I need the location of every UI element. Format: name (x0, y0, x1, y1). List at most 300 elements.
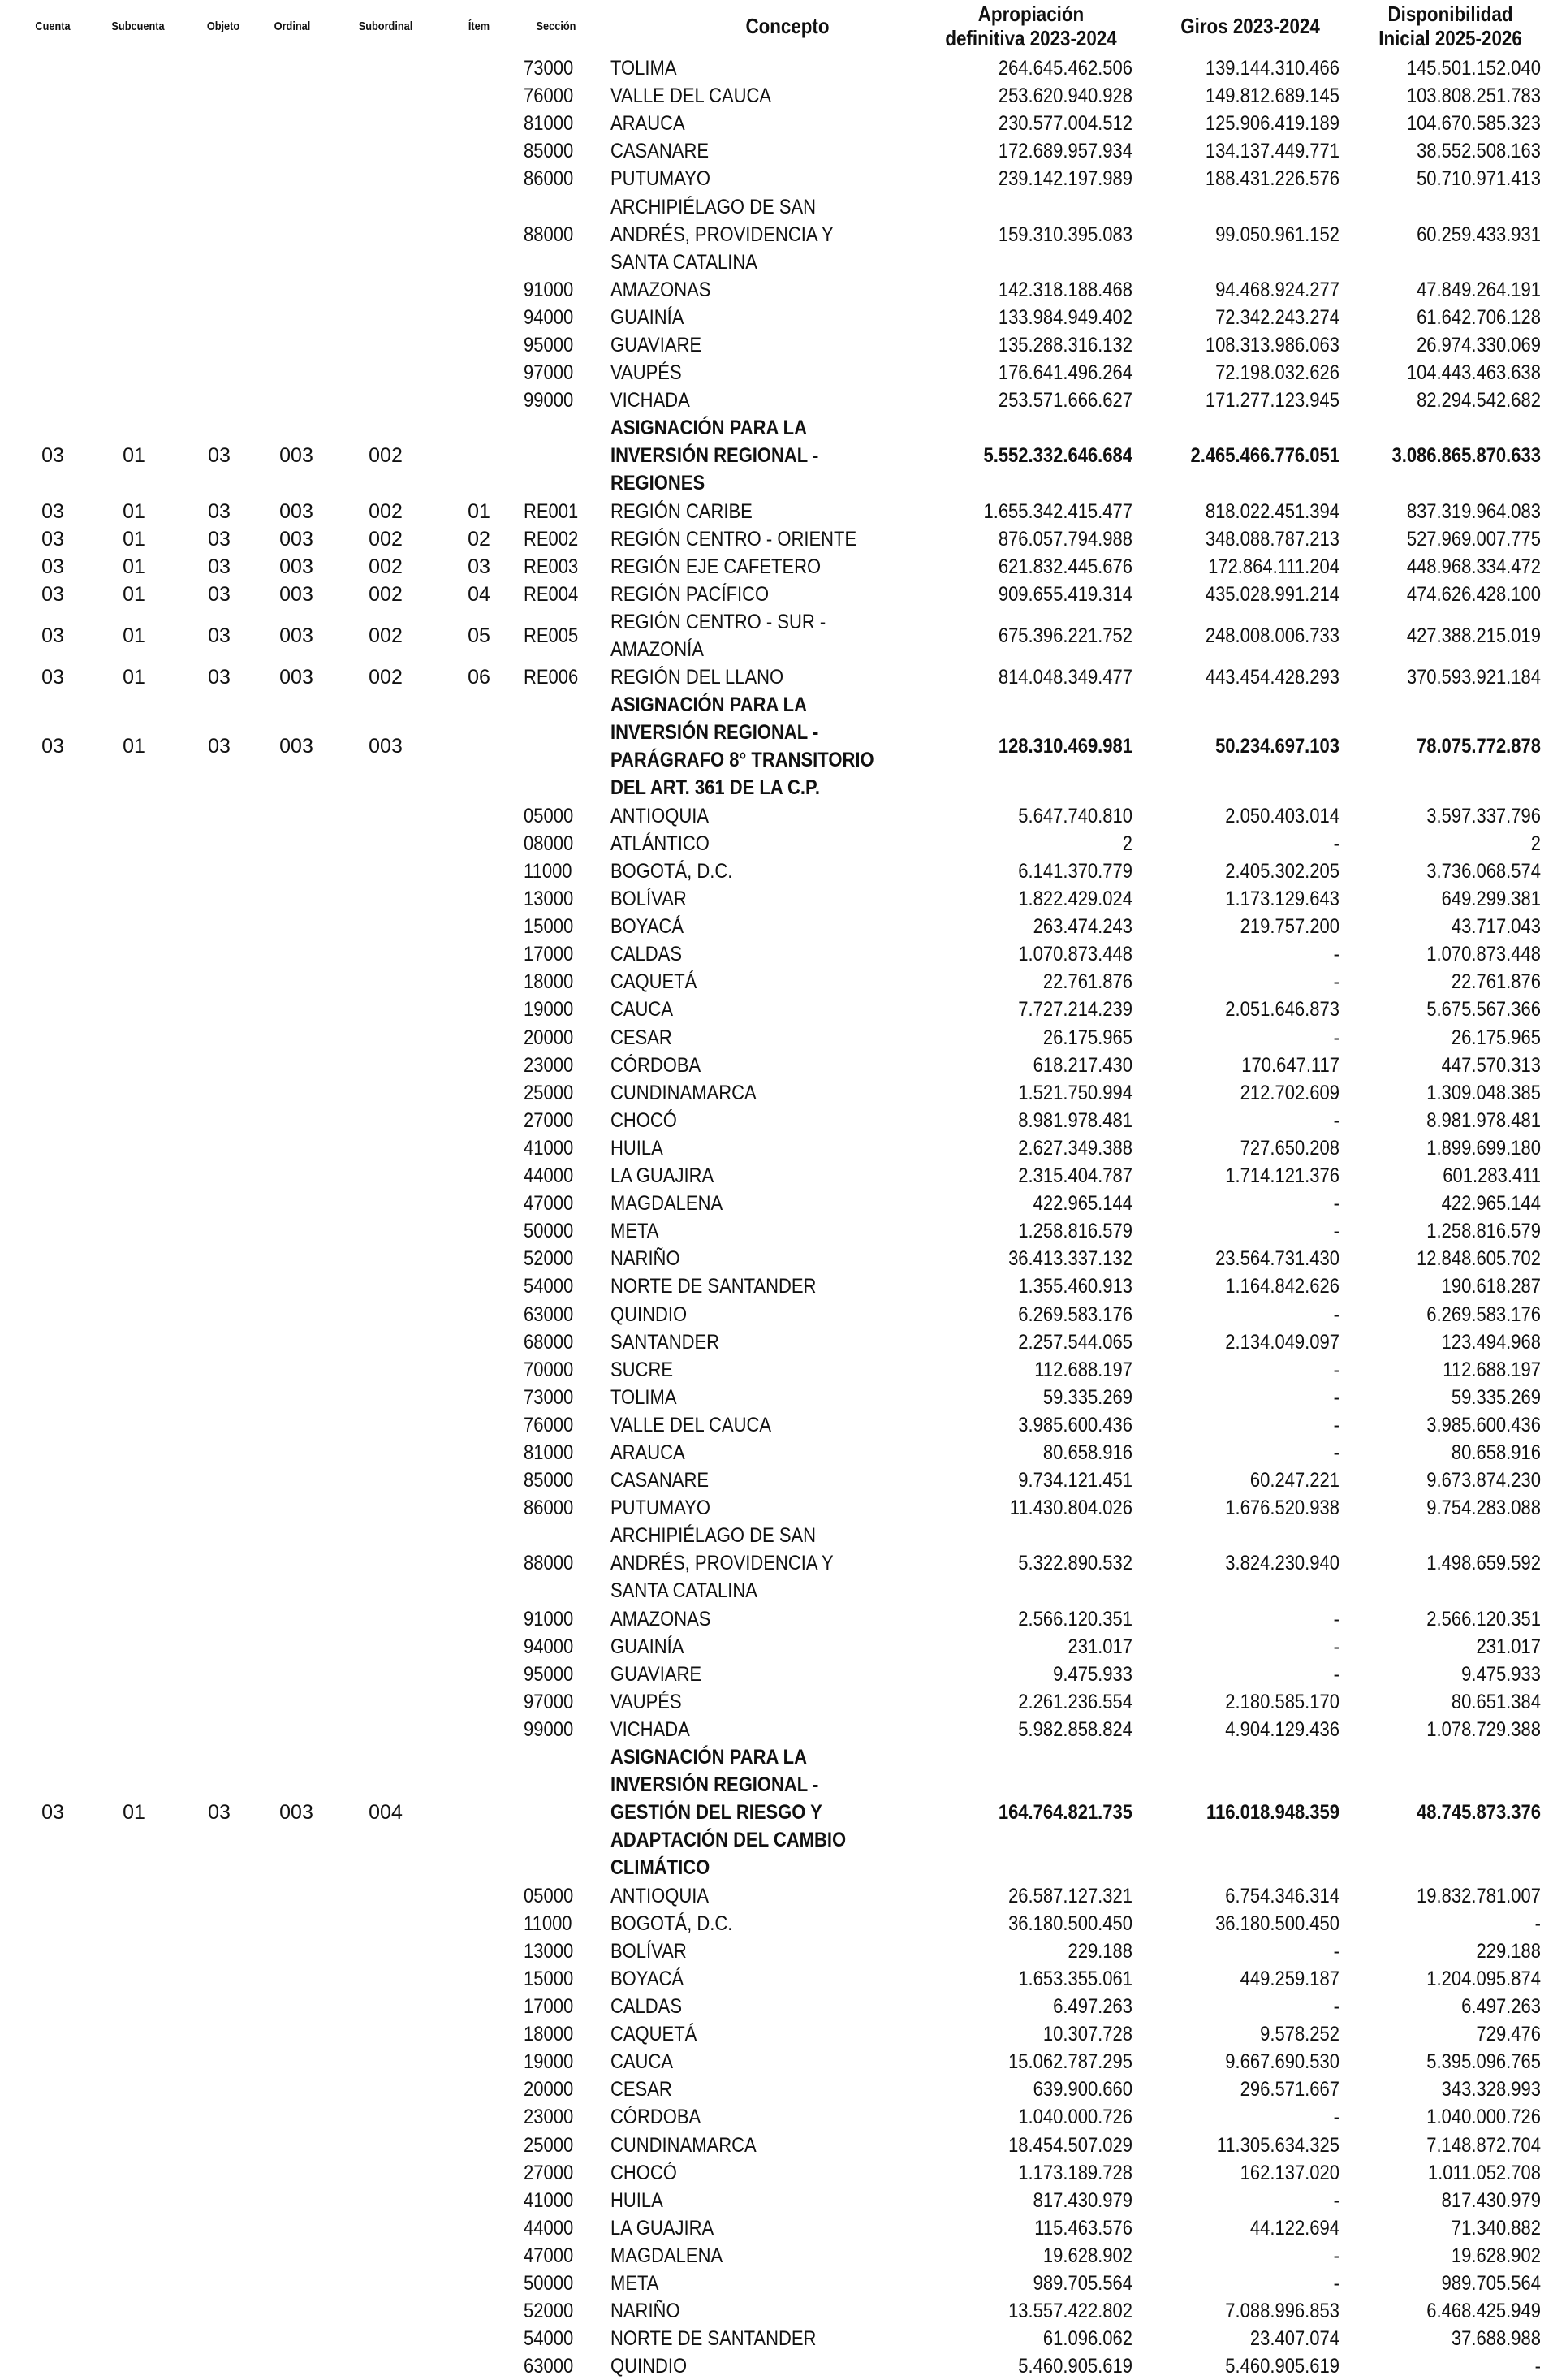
cell-giros: - (1333, 1302, 1339, 1326)
cell-concepto (610, 110, 935, 137)
concepto-line: INVERSIÓN REGIONAL - (610, 721, 819, 745)
table-row (0, 2103, 1553, 2131)
cell-concepto (610, 1411, 935, 1439)
cell-concepto (610, 2132, 935, 2159)
concepto-line: ASIGNACIÓN PARA LA (610, 417, 807, 440)
cell-sec: 25000 (524, 2133, 574, 2157)
cell-disp: 527.969.007.775 (1406, 527, 1541, 551)
cell-cuenta: 03 (41, 735, 64, 758)
table-row (0, 359, 1553, 387)
cell-objeto: 03 (208, 624, 231, 648)
cell-apr: 231.017 (1068, 1635, 1132, 1658)
header-giros: Giros 2023-2024 (1180, 14, 1320, 39)
cell-sec: 18000 (524, 970, 574, 994)
concepto-line: TOLIMA (610, 57, 677, 80)
cell-giros: 149.812.689.145 (1205, 84, 1339, 108)
cell-concepto (610, 54, 935, 82)
cell-disp: 12.848.605.702 (1417, 1247, 1541, 1271)
cell-disp: 1.309.048.385 (1426, 1081, 1541, 1104)
cell-giros: 435.028.991.214 (1205, 582, 1339, 606)
concepto-line: PUTUMAYO (610, 167, 711, 191)
cell-concepto (610, 1605, 935, 1633)
cell-concepto (610, 802, 935, 830)
table-row (0, 137, 1553, 165)
cell-sec: 17000 (524, 943, 574, 966)
cell-disp: 447.570.313 (1441, 1053, 1541, 1077)
cell-apr: 909.655.419.314 (998, 582, 1132, 606)
cell-concepto (610, 2187, 935, 2214)
cell-disp: 82.294.542.682 (1417, 389, 1541, 413)
cell-apr: 1.070.873.448 (1018, 943, 1132, 966)
cell-disp: 989.705.564 (1441, 2272, 1541, 2295)
cell-sec: 05000 (524, 804, 574, 827)
concepto-line: CASANARE (610, 1469, 710, 1492)
cell-disp: 19.628.902 (1451, 2244, 1541, 2267)
cell-giros: 11.305.634.325 (1216, 2133, 1339, 2157)
cell-concepto (610, 1217, 935, 1245)
table-row (0, 802, 1553, 830)
cell-ordinal: 003 (279, 444, 313, 468)
cell-cuenta: 03 (41, 624, 64, 648)
cell-concepto (610, 1301, 935, 1328)
cell-giros: 188.431.226.576 (1205, 167, 1339, 191)
cell-giros: 36.180.500.450 (1215, 1911, 1339, 1935)
cell-objeto: 03 (208, 735, 231, 758)
cell-concepto (610, 1466, 935, 1494)
table-row (0, 1107, 1553, 1134)
cell-sec: 17000 (524, 1995, 574, 2018)
cell-sec: 23000 (524, 1053, 574, 1077)
header-cuenta: Cuenta (35, 19, 71, 34)
cell-sec: 27000 (524, 1108, 574, 1132)
cell-disp: 9.673.874.230 (1426, 1469, 1541, 1492)
cell-sec: RE002 (524, 527, 579, 551)
cell-concepto (610, 1522, 935, 1605)
cell-giros: - (1333, 1939, 1339, 1963)
cell-sec: RE006 (524, 666, 579, 689)
cell-apr: 133.984.949.402 (998, 305, 1132, 329)
cell-apr: 814.048.349.477 (998, 666, 1132, 689)
concepto-line: SANTA CATALINA (610, 1579, 757, 1603)
cell-sec: 15000 (524, 915, 574, 939)
cell-concepto (610, 1162, 935, 1190)
header-apropiacion (940, 0, 1122, 54)
cell-disp: 104.443.463.638 (1406, 361, 1541, 385)
cell-apr: 675.396.221.752 (998, 624, 1132, 648)
concepto-line: CÓRDOBA (610, 1053, 701, 1077)
cell-concepto (610, 1633, 935, 1661)
cell-disp: 104.670.585.323 (1406, 112, 1541, 136)
cell-apr: 18.454.507.029 (1008, 2133, 1132, 2157)
header-subordinal: Subordinal (358, 19, 413, 34)
concepto-line: CÓRDOBA (610, 2106, 701, 2129)
cell-concepto (610, 1079, 935, 1107)
cell-concepto (610, 2075, 935, 2103)
cell-apr: 2 (1122, 831, 1132, 855)
cell-giros: 108.313.986.063 (1205, 334, 1339, 356)
table-row (0, 1024, 1553, 1052)
table-row (0, 1466, 1553, 1494)
table-row (0, 2020, 1553, 2048)
cell-subcuenta: 01 (123, 1801, 145, 1825)
cell-subcuenta: 01 (123, 735, 145, 758)
cell-sec: 63000 (524, 2355, 574, 2378)
table-row (0, 1716, 1553, 1743)
cell-apr: 263.474.243 (1033, 915, 1132, 939)
cell-concepto (610, 2103, 935, 2131)
cell-apr: 5.322.890.532 (1018, 1552, 1132, 1575)
header-apropiacion-line1: Apropiación (977, 2, 1085, 27)
cell-disp: 26.974.330.069 (1417, 334, 1541, 356)
cell-giros: 2.050.403.014 (1225, 804, 1339, 827)
cell-objeto: 03 (208, 555, 231, 578)
cell-apr: 164.764.821.735 (998, 1801, 1132, 1825)
cell-apr: 230.577.004.512 (998, 112, 1132, 136)
cell-apr: 11.430.804.026 (1009, 1497, 1132, 1520)
cell-subordinal: 002 (369, 582, 403, 606)
cell-concepto (610, 2048, 935, 2075)
cell-objeto: 03 (208, 499, 231, 523)
cell-sec: 23000 (524, 2106, 574, 2129)
cell-sec: 81000 (524, 1441, 574, 1464)
cell-sec: 86000 (524, 1497, 574, 1520)
concepto-line: LA GUAJIRA (610, 2216, 714, 2240)
concepto-line: ANDRÉS, PROVIDENCIA Y (610, 222, 834, 246)
cell-disp: 38.552.508.163 (1417, 140, 1541, 163)
cell-sec: 41000 (524, 2188, 574, 2212)
cell-apr: 1.655.342.415.477 (983, 499, 1132, 523)
cell-apr: 1.258.816.579 (1018, 1220, 1132, 1243)
cell-sec: RE005 (524, 624, 579, 648)
concepto-line: QUINDIO (610, 1302, 688, 1326)
cell-sec: 44000 (524, 1164, 574, 1187)
cell-item: 04 (468, 582, 490, 606)
cell-subcuenta: 01 (123, 666, 145, 689)
cell-cuenta: 03 (41, 555, 64, 578)
cell-sec: 52000 (524, 2300, 574, 2323)
concepto-line: VAUPÉS (610, 361, 682, 385)
cell-disp: 37.688.988 (1451, 2327, 1541, 2351)
cell-disp: 60.259.433.931 (1417, 222, 1541, 246)
cell-giros: - (1333, 970, 1339, 994)
table-row (0, 2214, 1553, 2242)
cell-sec: 19000 (524, 2050, 574, 2074)
table-row (0, 387, 1553, 414)
cell-giros: 162.137.020 (1240, 2161, 1339, 2184)
cell-giros: 72.198.032.626 (1215, 361, 1339, 385)
table-row (0, 2297, 1553, 2325)
cell-apr: 5.552.332.646.684 (983, 444, 1132, 468)
cell-apr: 61.096.062 (1042, 2327, 1132, 2351)
cell-apr: 26.587.127.321 (1008, 1884, 1132, 1907)
cell-disp: 7.148.872.704 (1426, 2133, 1541, 2157)
cell-concepto (610, 304, 935, 331)
cell-disp: 837.319.964.083 (1406, 499, 1541, 523)
cell-disp: 6.468.425.949 (1426, 2300, 1541, 2323)
cell-disp: 1.040.000.726 (1426, 2106, 1541, 2129)
cell-sec: 97000 (524, 1690, 574, 1713)
cell-item: 02 (468, 527, 490, 551)
cell-sec: 05000 (524, 1884, 574, 1907)
cell-disp: 61.642.706.128 (1417, 305, 1541, 329)
cell-giros: 50.234.697.103 (1215, 735, 1339, 758)
cell-sec: 11000 (524, 1911, 572, 1935)
concepto-line: BOLÍVAR (610, 888, 687, 910)
cell-giros: 23.407.074 (1249, 2327, 1339, 2351)
concepto-line: VALLE DEL CAUCA (610, 1413, 772, 1436)
cell-apr: 1.822.429.024 (1018, 888, 1132, 910)
cell-disp: 427.388.215.019 (1406, 624, 1541, 648)
cell-sec: RE001 (524, 499, 579, 523)
cell-giros: - (1333, 943, 1339, 966)
cell-giros: 171.277.123.945 (1205, 389, 1339, 413)
concepto-line: NORTE DE SANTANDER (610, 2327, 817, 2351)
cell-cuenta: 03 (41, 582, 64, 606)
cell-disp: 231.017 (1476, 1635, 1541, 1658)
cell-sec: 88000 (524, 1552, 574, 1575)
cell-subcuenta: 01 (123, 499, 145, 523)
cell-disp: 729.476 (1476, 2023, 1541, 2046)
concepto-line: AMAZONÍA (610, 638, 704, 661)
cell-concepto (610, 940, 935, 968)
concepto-line: SANTANDER (610, 1330, 720, 1354)
cell-sec: 95000 (524, 1662, 574, 1686)
cell-concepto (610, 2020, 935, 2048)
table-row (0, 968, 1553, 996)
cell-giros: 4.904.129.436 (1225, 1718, 1339, 1741)
cell-concepto (610, 1743, 935, 1881)
cell-sec: 68000 (524, 1330, 574, 1354)
cell-concepto (610, 359, 935, 387)
table-row (0, 830, 1553, 857)
cell-giros: 6.754.346.314 (1225, 1884, 1339, 1907)
cell-giros: 3.824.230.940 (1225, 1552, 1339, 1575)
cell-sec: RE004 (524, 582, 579, 606)
cell-sec: 18000 (524, 2023, 574, 2046)
cell-concepto (610, 1052, 935, 1079)
cell-disp: 370.593.921.184 (1406, 666, 1541, 689)
concepto-line: CUNDINAMARCA (610, 1081, 757, 1104)
cell-disp: 80.651.384 (1451, 1690, 1541, 1713)
cell-disp: 50.710.971.413 (1417, 167, 1541, 191)
cell-apr: 253.620.940.928 (998, 84, 1132, 108)
table-row (0, 304, 1553, 331)
cell-item: 03 (468, 555, 490, 578)
cell-apr: 172.689.957.934 (998, 140, 1132, 163)
cell-giros: 2.180.585.170 (1225, 1690, 1339, 1713)
table-row (0, 1411, 1553, 1439)
table-row (0, 2242, 1553, 2270)
table-row (0, 1052, 1553, 1079)
table-row (0, 1882, 1553, 1910)
cell-sec: 97000 (524, 361, 574, 385)
concepto-line: AMAZONAS (610, 278, 711, 301)
cell-concepto (610, 2242, 935, 2270)
cell-sec: 13000 (524, 1939, 574, 1963)
cell-concepto (610, 885, 935, 913)
cell-subordinal: 002 (369, 666, 403, 689)
table-row (0, 54, 1553, 82)
cell-apr: 9.734.121.451 (1018, 1469, 1132, 1492)
cell-concepto (610, 2270, 935, 2297)
table-row (0, 1079, 1553, 1107)
cell-concepto (610, 498, 935, 525)
table-row (0, 1328, 1553, 1356)
cell-disp: 3.985.600.436 (1426, 1413, 1541, 1436)
cell-apr: 8.981.978.481 (1018, 1108, 1132, 1132)
cell-sec: 47000 (524, 2244, 574, 2267)
cell-disp: 26.175.965 (1451, 1026, 1541, 1049)
cell-apr: 2.261.236.554 (1018, 1690, 1132, 1713)
cell-apr: 142.318.188.468 (998, 278, 1132, 301)
cell-concepto (610, 2297, 935, 2325)
concepto-line: REGIONES (610, 472, 705, 495)
cell-sec: 54000 (524, 2327, 574, 2351)
concepto-line: CHOCÓ (610, 1108, 677, 1132)
cell-disp: 71.340.882 (1451, 2216, 1541, 2240)
cell-disp: 145.501.152.040 (1406, 57, 1541, 80)
concepto-line: CUNDINAMARCA (610, 2133, 757, 2157)
cell-giros: - (1333, 1413, 1339, 1436)
cell-giros: 818.022.451.394 (1205, 499, 1339, 523)
header-concepto: Concepto (745, 14, 830, 39)
concepto-line: ATLÁNTICO (610, 831, 710, 855)
concepto-line: HUILA (610, 2188, 663, 2212)
cell-giros: 116.018.948.359 (1206, 1801, 1339, 1825)
table-row (0, 996, 1553, 1023)
cell-apr: 618.217.430 (1033, 1053, 1132, 1077)
cell-disp: 422.965.144 (1441, 1192, 1541, 1216)
cell-concepto (610, 1384, 935, 1411)
cell-giros: 7.088.996.853 (1225, 2300, 1339, 2323)
cell-disp: 817.430.979 (1441, 2188, 1541, 2212)
cell-sec: 41000 (524, 1136, 574, 1160)
table-row (0, 553, 1553, 581)
concepto-line: SUCRE (610, 1358, 674, 1381)
cell-apr: 135.288.316.132 (998, 334, 1132, 356)
cell-sec: 94000 (524, 305, 574, 329)
cell-concepto (610, 1965, 935, 1993)
cell-item: 01 (468, 499, 490, 523)
table-row (0, 525, 1553, 553)
table-row (0, 1688, 1553, 1716)
cell-sec: 70000 (524, 1358, 574, 1381)
table-row (0, 1439, 1553, 1466)
cell-sec: 99000 (524, 389, 574, 413)
cell-apr: 2.315.404.787 (1018, 1164, 1132, 1187)
cell-disp: 9.754.283.088 (1426, 1497, 1541, 1520)
cell-sec: 13000 (524, 888, 574, 910)
cell-disp: 9.475.933 (1461, 1662, 1541, 1686)
cell-apr: 112.688.197 (1034, 1358, 1132, 1381)
cell-giros: 9.578.252 (1260, 2023, 1339, 2046)
table-row (0, 885, 1553, 913)
cell-disp: 1.204.095.874 (1426, 1967, 1541, 1990)
cell-concepto (610, 414, 935, 497)
cell-apr: 2.257.544.065 (1018, 1330, 1132, 1354)
cell-subordinal: 002 (369, 527, 403, 551)
cell-disp: 112.688.197 (1443, 1358, 1541, 1381)
table-row (0, 498, 1553, 525)
cell-giros: 2.051.646.873 (1225, 998, 1339, 1022)
cell-apr: 6.497.263 (1053, 1995, 1132, 2018)
concepto-line: CESAR (610, 2078, 672, 2101)
cell-item: 06 (468, 666, 490, 689)
cell-giros: 219.757.200 (1240, 915, 1339, 939)
table-row (0, 1661, 1553, 1688)
cell-concepto (610, 165, 935, 192)
cell-sec: 95000 (524, 334, 574, 356)
cell-concepto (610, 2159, 935, 2187)
cell-sec: 81000 (524, 112, 574, 136)
cell-sec: 15000 (524, 1967, 574, 1990)
cell-giros: 443.454.428.293 (1205, 666, 1339, 689)
concepto-line: CLIMÁTICO (610, 1856, 710, 1880)
cell-sec: 19000 (524, 998, 574, 1022)
table-row (0, 857, 1553, 885)
cell-sec: 08000 (524, 831, 574, 855)
table-row (0, 2048, 1553, 2075)
cell-concepto (610, 1937, 935, 1965)
cell-giros: 94.468.924.277 (1215, 278, 1339, 301)
table-row (0, 2075, 1553, 2103)
cell-giros: 212.702.609 (1240, 1081, 1339, 1104)
concepto-line: AMAZONAS (610, 1607, 711, 1631)
cell-giros: - (1333, 1358, 1339, 1381)
cell-objeto: 03 (208, 1801, 231, 1825)
cell-sec: 85000 (524, 1469, 574, 1492)
cell-ordinal: 003 (279, 1801, 313, 1825)
cell-sec: 94000 (524, 1635, 574, 1658)
header-apropiacion-line2: definitiva 2023-2024 (945, 26, 1117, 50)
cell-concepto (610, 553, 935, 581)
concepto-line: GUAINÍA (610, 1635, 684, 1658)
cell-sec: 52000 (524, 1247, 574, 1271)
concepto-line: META (610, 1220, 659, 1243)
cell-apr: 876.057.794.988 (998, 527, 1132, 551)
concepto-line: BOYACÁ (610, 1967, 684, 1990)
cell-sec: 25000 (524, 1081, 574, 1104)
table-row (0, 110, 1553, 137)
cell-concepto (610, 1688, 935, 1716)
header-disponibilidad (1362, 0, 1539, 54)
cell-disp: 2 (1530, 831, 1541, 855)
table-row (0, 2352, 1553, 2380)
concepto-line: NORTE DE SANTANDER (610, 1275, 817, 1298)
cell-apr: 264.645.462.506 (998, 57, 1132, 80)
cell-ordinal: 003 (279, 666, 313, 689)
cell-apr: 6.141.370.779 (1018, 859, 1132, 883)
cell-sec: 76000 (524, 84, 574, 108)
cell-disp: 48.745.873.376 (1417, 1801, 1541, 1825)
cell-giros: 2.134.049.097 (1225, 1330, 1339, 1354)
table-row (0, 608, 1553, 663)
cell-giros: - (1333, 2106, 1339, 2129)
cell-giros: 1.714.121.376 (1225, 1164, 1339, 1187)
table-row (0, 1494, 1553, 1522)
cell-sec: 47000 (524, 1192, 574, 1216)
table-row (0, 2132, 1553, 2159)
cell-apr: 80.658.916 (1042, 1441, 1132, 1464)
table-row (0, 331, 1553, 359)
concepto-line: ASIGNACIÓN PARA LA (610, 1746, 807, 1769)
cell-sec: 76000 (524, 1413, 574, 1436)
table-row (0, 581, 1553, 608)
cell-disp: 47.849.264.191 (1417, 278, 1541, 301)
cell-apr: 22.761.876 (1042, 970, 1132, 994)
cell-apr: 26.175.965 (1042, 1026, 1132, 1049)
concepto-line: REGIÓN EJE CAFETERO (610, 555, 822, 578)
